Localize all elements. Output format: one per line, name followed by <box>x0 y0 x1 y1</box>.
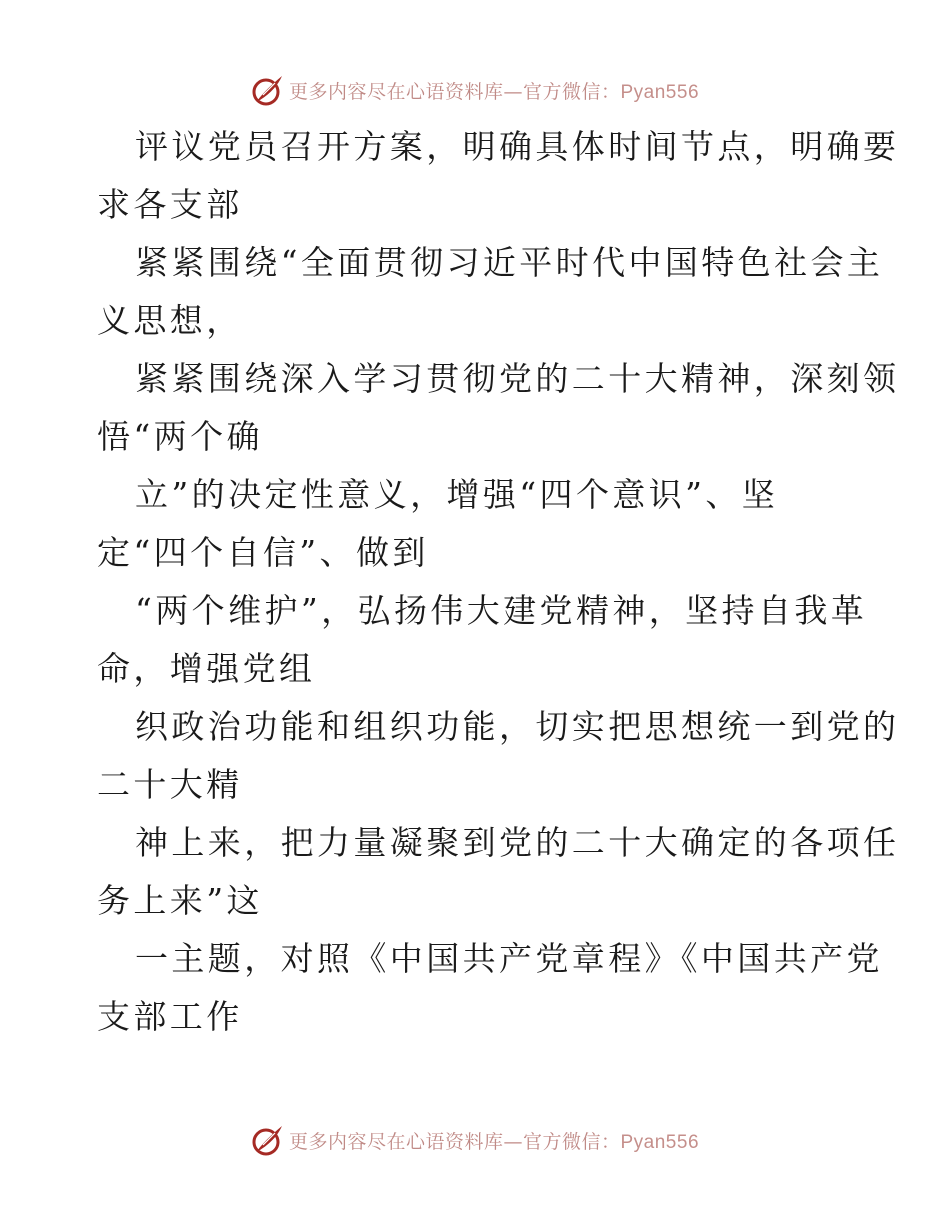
paragraph-line: 求各支部 <box>97 185 243 224</box>
paragraph-line: 一主题，对照《中国共产党章程》《中国共产党 <box>135 939 883 978</box>
paragraph-line: 立”的决定性意义，增强“四个意识”、坚 <box>135 475 779 514</box>
document-body <box>97 118 900 1046</box>
watermark-site: 更多内容尽在心语资料库 <box>288 80 504 103</box>
paragraph-line: 紧紧围绕深入学习贯彻党的二十大精神，深刻领 <box>135 359 900 398</box>
paragraph-line: 定“四个自信”、做到 <box>97 533 429 572</box>
paragraph-line: 神上来，把力量凝聚到党的二十大确定的各项任 <box>135 823 900 862</box>
header-watermark <box>0 70 950 110</box>
paragraph-line: 义思想， <box>97 301 243 340</box>
watermark-site: 更多内容尽在心语资料库 <box>288 1130 504 1153</box>
watermark-contact-label: 官方微信： <box>522 80 621 103</box>
watermark-dash: — <box>503 80 523 103</box>
footer-watermark <box>0 1120 950 1160</box>
paragraph-line: 命，增强党组 <box>97 649 316 688</box>
paragraph-line: 务上来”这 <box>97 881 263 920</box>
watermark-contact-label: 官方微信： <box>522 1130 621 1153</box>
watermark-wechat-id: Pyan556 <box>620 81 700 103</box>
watermark-wechat-id: Pyan556 <box>620 1131 700 1153</box>
paragraph-line: 织政治功能和组织功能，切实把思想统一到党的 <box>135 707 900 746</box>
watermark-dash: — <box>503 1130 523 1153</box>
paragraph-line: 二十大精 <box>97 765 243 804</box>
paragraph-line: 悟“两个确 <box>97 417 263 456</box>
quill-logo-icon <box>251 1123 285 1157</box>
paragraph-line: 评议党员召开方案，明确具体时间节点，明确要 <box>135 127 900 166</box>
paragraph-line: 支部工作 <box>97 997 243 1036</box>
paragraph-line: “两个维护”，弘扬伟大建党精神，坚持自我革 <box>135 591 868 630</box>
paragraph-line: 紧紧围绕“全面贯彻习近平时代中国特色社会主 <box>135 243 884 282</box>
watermark-text <box>289 1127 699 1154</box>
quill-logo-icon <box>251 73 285 107</box>
watermark-text <box>289 77 699 104</box>
